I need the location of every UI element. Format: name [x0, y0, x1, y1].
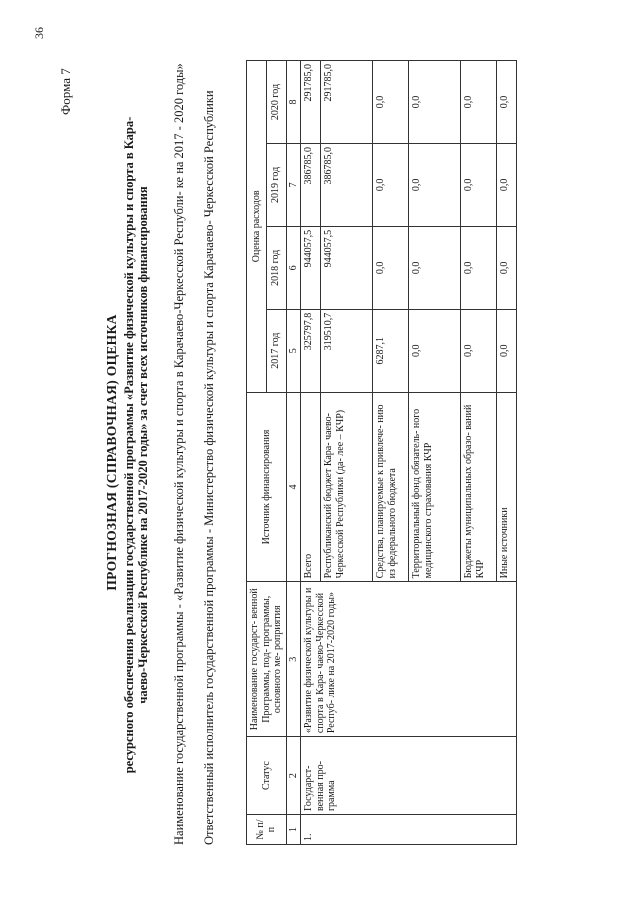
value-cell: 325797,8	[301, 309, 321, 392]
value-cell: 0,0	[497, 309, 517, 392]
value-cell: 0,0	[409, 226, 461, 309]
column-number: 3	[286, 582, 301, 737]
table-row	[301, 61, 321, 845]
header-year-2017: 2017 год	[266, 309, 286, 392]
header-source: Источник финансирования	[247, 392, 287, 582]
header-year-2019: 2019 год	[266, 143, 286, 226]
column-number: 8	[286, 61, 301, 144]
value-cell: 0,0	[409, 143, 461, 226]
value-cell: 319510,7	[321, 309, 373, 392]
header-status: Статус	[247, 737, 287, 815]
value-cell: 0,0	[497, 143, 517, 226]
value-cell: 0,0	[461, 143, 497, 226]
row-program-name: «Развитие физической культуры и спорта в Кара- чаево-Черкесской Респуб- лике на 2017-2020 годы»	[301, 582, 517, 737]
value-cell: 944057,5	[321, 226, 373, 309]
source-label: Иные источники	[497, 392, 517, 582]
header-number: № п/п	[247, 815, 287, 845]
value-cell: 291785,0	[301, 61, 321, 144]
source-label: Республиканский бюджет Кара- чаево-Черкесской Республики (да- лее – КЧР)	[321, 392, 373, 582]
value-cell: 0,0	[461, 226, 497, 309]
source-label: Всего	[301, 392, 321, 582]
page-number: 36	[32, 27, 46, 39]
column-number: 7	[286, 143, 301, 226]
value-cell: 944057,5	[301, 226, 321, 309]
responsible-executor: Ответственный исполнитель государственной программы - Министерство физической культуры и спорта Карачаево- Черкесской Республики	[202, 90, 216, 845]
value-cell: 0,0	[373, 61, 409, 144]
value-cell: 386785,0	[301, 143, 321, 226]
program-name: Наименование государственной программы - «Развитие физической культуры и спорта в Карачаево-Черкесской Республи- ке на 2017 - 2020 годы»	[172, 63, 186, 845]
header-name: Наименование государст- венной Программы, под- программы, основного ме- роприятия	[247, 582, 287, 737]
value-cell: 0,0	[461, 61, 497, 144]
column-number: 2	[286, 737, 301, 815]
value-cell: 291785,0	[321, 61, 373, 144]
value-cell: 0,0	[409, 309, 461, 392]
value-cell: 0,0	[373, 226, 409, 309]
column-number: 6	[286, 226, 301, 309]
source-label: Бюджеты муниципальных образо- ваний КЧР	[461, 392, 497, 582]
source-label: Территориальный фонд обязатель- ного медицинского страхования КЧР	[409, 392, 461, 582]
source-label: Средства, планируемые к привлече- нию из федерального бюджета	[373, 392, 409, 582]
value-cell: 6287,1	[373, 309, 409, 392]
document-title: ПРОГНОЗНАЯ (СПРАВОЧНАЯ) ОЦЕНКА	[104, 314, 119, 591]
value-cell: 386785,0	[321, 143, 373, 226]
column-number: 5	[286, 309, 301, 392]
form-label: Форма 7	[58, 68, 73, 115]
header-year-2020: 2020 год	[266, 61, 286, 144]
column-number: 1	[286, 815, 301, 845]
row-number: 1.	[301, 815, 517, 845]
value-cell: 0,0	[373, 143, 409, 226]
header-estimate: Оценка расходов	[247, 61, 267, 393]
value-cell: 0,0	[461, 309, 497, 392]
document-subtitle-line-1: ресурсного обеспечения реализации государственной программы «Развитие физической культуры и спорта в Кара-	[122, 116, 136, 774]
row-status: Государст- венная про- грамма	[301, 737, 517, 815]
column-number: 4	[286, 392, 301, 582]
value-cell: 0,0	[409, 61, 461, 144]
document-subtitle-line-2: чаево-Черкесской Республике на 2017-2020 годы» за счет всех источников финансирования	[136, 186, 150, 704]
funding-table	[246, 60, 517, 845]
value-cell: 0,0	[497, 226, 517, 309]
value-cell: 0,0	[497, 61, 517, 144]
header-year-2018: 2018 год	[266, 226, 286, 309]
